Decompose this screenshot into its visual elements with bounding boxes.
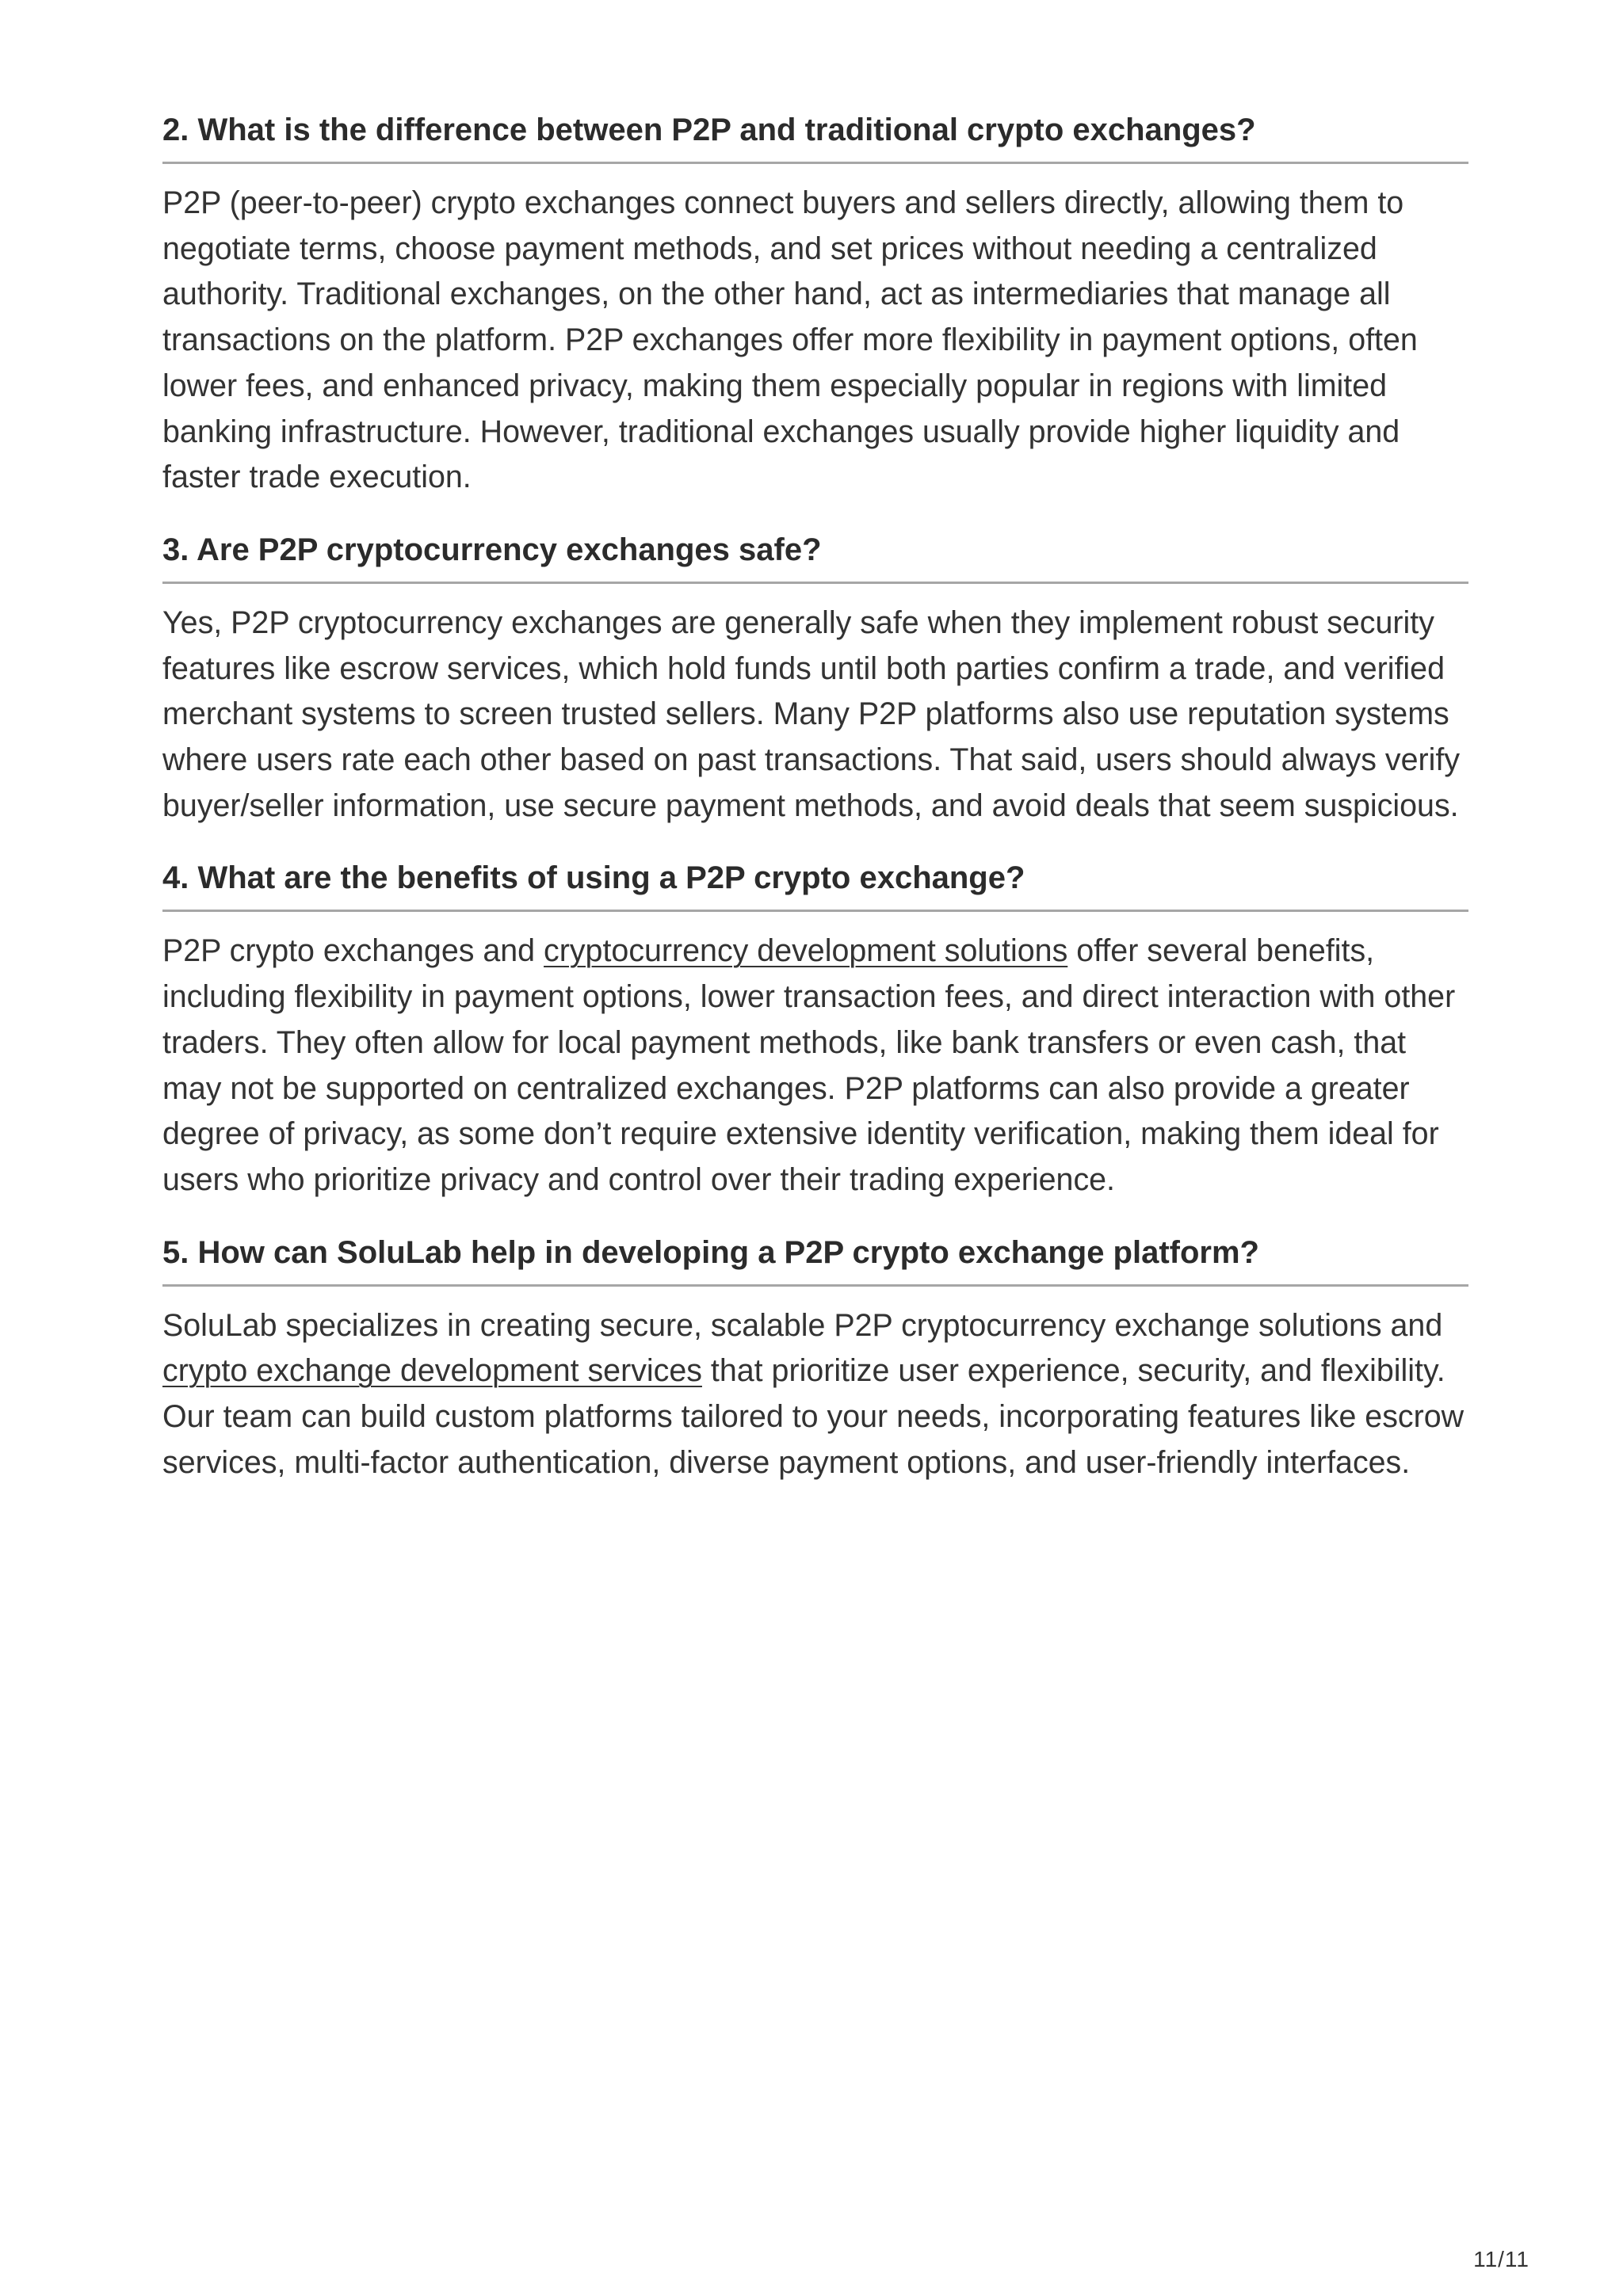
document-page: [162, 111, 1468, 1516]
faq-answer: Yes, P2P cryptocurrency exchanges are generally safe when they implement robust security features like escrow services, which hold funds until both parties confirm a trade, and verified merchant systems to screen trusted sellers. Many P2P platforms also use reputation systems where users rate each other based on past transactions. That said, users should always verify buyer/seller information, use secure payment methods, and avoid deals that seem suspicious.: [162, 605, 1461, 823]
cryptocurrency-development-solutions-link[interactable]: cryptocurrency development solutions: [544, 933, 1068, 969]
faq-answer: P2P (peer-to-peer) crypto exchanges connect buyers and sellers directly, allowing them to negotiate terms, choose payment methods, and set prices without needing a centralized authority. Traditional exchanges, on the other hand, act as intermediaries that manage all transactions on the platform. P2P exchanges offer more flexibility in payment options, often lower fees, and enhanced privacy, making them especially popular in regions with limited banking infrastructure. However, traditional exchanges usually provide higher liquidity and faster trade execution.: [162, 185, 1418, 495]
answer-text-before: SoluLab specializes in creating secure, scalable P2P cryptocurrency exchange solutions and: [162, 1307, 1443, 1343]
answer-text-after: offer several benefits, including flexibility in payment options, lower transaction fees, and direct interaction with other traders. They often allow for local payment methods, like bank transfers or even cash, that may not be supported on centralized exchanges. P2P platforms can also provide a greater degree of privacy, as some don’t require extensive identity verification, making them ideal for users who prioritize privacy and control over their trading experience.: [162, 933, 1456, 1197]
faq-item-3: [162, 531, 1468, 830]
faq-question: 3. Are P2P cryptocurrency exchanges safe?: [162, 531, 1468, 584]
faq-answer: [162, 929, 1468, 1203]
faq-question: 2. What is the difference between P2P and traditional crypto exchanges?: [162, 111, 1468, 164]
faq-answer: [162, 1303, 1468, 1486]
faq-item-4: [162, 859, 1468, 1203]
answer-text-before: P2P crypto exchanges and: [162, 933, 544, 969]
page-number: 11/11: [1473, 2247, 1529, 2271]
faq-question: 5. How can SoluLab help in developing a P2P crypto exchange platform?: [162, 1234, 1468, 1287]
faq-item-2: [162, 111, 1468, 501]
answer-text-after: that prioritize user experience, security, and flexibility. Our team can build custom platforms tailored to your needs, incorporating features like escrow services, multi-factor authentication, diverse payment options, and user-friendly interfaces.: [162, 1353, 1465, 1480]
crypto-exchange-development-services-link[interactable]: crypto exchange development services: [162, 1353, 702, 1389]
faq-question: 4. What are the benefits of using a P2P crypto exchange?: [162, 859, 1468, 912]
faq-item-5: [162, 1234, 1468, 1486]
